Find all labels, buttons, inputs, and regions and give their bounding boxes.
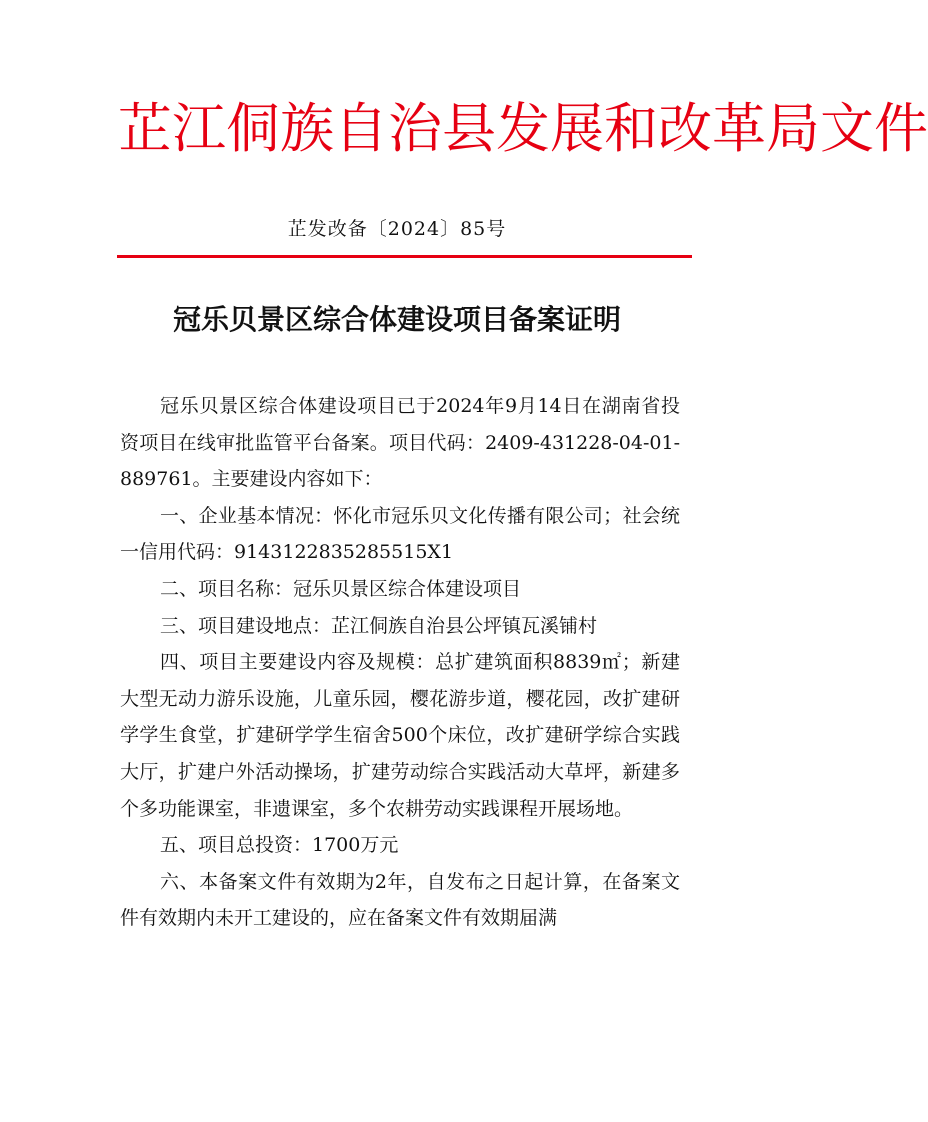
document-body [120, 388, 680, 937]
paragraph-project-location: 三、项目建设地点：芷江侗族自治县公坪镇瓦溪铺村 [160, 614, 598, 637]
issuer-header-title: 芷江侗族自治县发展和改革局文件 [118, 97, 928, 160]
paragraph-construction-scope: 四、项目主要建设内容及规模：总扩建筑面积8839㎡；新建大型无动力游乐设施，儿童乐园，樱花游步道，樱花园，改扩建研学学生食堂，扩建研学学生宿舍500个床位，改扩建研学综合实践大厅，扩建户外活动操场，扩建劳动综合实践活动大草坪，新建多个多功能课室，非遗课室，多个农耕劳动实践课程开展场地。 [120, 651, 680, 820]
document-title: 冠乐贝景区综合体建设项目备案证明 [172, 303, 621, 336]
paragraph-project-name: 二、项目名称：冠乐贝景区综合体建设项目 [160, 577, 522, 600]
document-number: 芷发改备〔2024〕85号 [287, 218, 507, 240]
paragraph-intro: 冠乐贝景区综合体建设项目已于2024年9月14日在湖南省投资项目在线审批监管平台备案。项目代码：2409-431228-04-01-889761。主要建设内容如下： [120, 395, 680, 491]
paragraph-total-investment: 五、项目总投资：1700万元 [160, 834, 399, 857]
paragraph-validity: 六、本备案文件有效期为2年，自发布之日起计算，在备案文件有效期内未开工建设的，应在备案文件有效期届满 [120, 870, 680, 930]
red-divider-line [117, 255, 692, 258]
paragraph-company-info: 一、企业基本情况：怀化市冠乐贝文化传播有限公司；社会统一信用代码：9143122835285515X1 [120, 504, 680, 564]
